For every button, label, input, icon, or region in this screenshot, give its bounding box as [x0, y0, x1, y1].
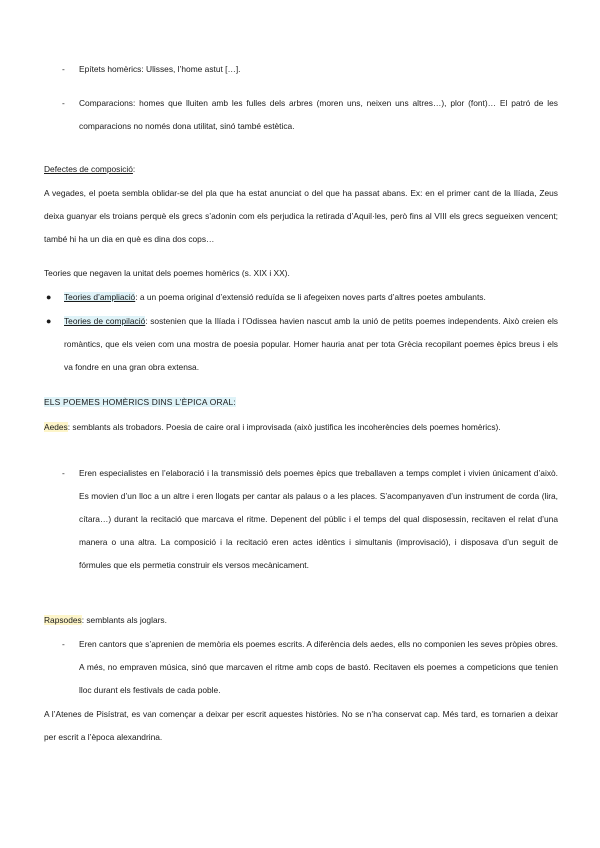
defectes-heading	[44, 158, 558, 181]
bullet-marker: ●	[46, 316, 52, 326]
defectes-paragraph: A vegades, el poeta sembla oblidar-se del pla que ha estat anunciat o del que ha passat abans. Ex: en el primer cant de la Ilíada, Zeus deixa guanyar els troians perquè els grecs s’adonin com els perjudica la retirada d’Aquil·les, però fins al VIII els grecs segueixen vencent; també hi ha un dia en què es dina dos cops…	[44, 188, 558, 244]
aedes-text: : semblants als trobadors. Poesia de caire oral i improvisada (això justifica les incoherències dels poemes homèrics).	[67, 422, 501, 432]
atenes-paragraph: A l’Atenes de Pisístrat, es van començar a deixar per escrit aquestes històries. No se n’ha conservat cap. Més tard, es tornarien a deixar per escrit a l’època alexandrina.	[44, 709, 558, 742]
dash-marker: -	[62, 64, 65, 74]
teoria-ampliacio-text: : a un poema original d’extensió reduïda se li afegeixen noves parts d’altres poetes ambulants.	[135, 292, 486, 302]
section-heading	[44, 391, 558, 414]
teoria-ampliacio-term: Teories d’ampliació	[64, 292, 136, 302]
teoria-compilacio-text: : sostenien que la Ilíada i l’Odissea havien nascut amb la unió de petits poemes independents. Això creien els romàntics, que els veien com una mostra de poesia popular. Homer hauria anat per tota Grècia recopilant poemes èpics breus i els va fondre en una gran obra extensa.	[64, 316, 558, 372]
teoria-compilacio-term: Teories de compilació	[64, 316, 146, 326]
aedes-item: Eren especialistes en l’elaboració i la transmissió dels poemes èpics que treballaven a temps complet i vivien únicament d’això. Es movien d’un lloc a un altre i eren llogats per cantar als palaus o a les places. S’acompanyaven d’un instrument de corda (lira, cítara…) durant la recitació que marcava el ritme. Depenent del públic i el temps del qual disposessin, recitaven el relat d’una manera o una altra. La composició i la recitació eren actes idèntics i simultanis (improvisació), i disposava d’un seguit de fórmules que els permetia construir els versos mecànicament.	[79, 468, 558, 570]
list-item-comparacions: Comparacions: homes que lluiten amb les fulles dels arbres (moren uns, neixen uns altres…), plor (font)… El patró de les comparacions no només dona utilitat, sinó també estètica.	[79, 98, 558, 131]
teoria-ampliacio	[64, 286, 558, 309]
defectes-heading-text: Defectes de composició	[44, 164, 133, 174]
defectes-heading-colon: :	[132, 164, 136, 174]
teoria-compilacio	[64, 310, 558, 379]
dash-marker: -	[62, 639, 65, 649]
aedes-paragraph	[44, 416, 558, 439]
teories-intro: Teories que negaven la unitat dels poemes homèrics (s. XIX i XX).	[44, 268, 290, 278]
rapsodes-text: : semblants als joglars.	[81, 615, 167, 625]
rapsodes-paragraph	[44, 609, 558, 632]
dash-marker: -	[62, 468, 65, 478]
rapsodes-term: Rapsodes	[44, 615, 82, 625]
dash-marker: -	[62, 98, 65, 108]
list-item-epitets: Epítets homèrics: Ulisses, l’home astut […].	[79, 64, 241, 74]
aedes-term: Aedes	[44, 422, 68, 432]
rapsodes-item: Eren cantors que s’aprenien de memòria els poemes escrits. A diferència dels aedes, ells no componien les seves pròpies obres. A més, no empraven música, sinó que marcaven el ritme amb cops de bastó. Recitaven els poemes a competicions que tenien lloc durant els festivals de cada poble.	[79, 639, 558, 695]
section-heading-text: ELS POEMES HOMÈRICS DINS L’ÈPICA ORAL:	[44, 397, 236, 407]
bullet-marker: ●	[46, 292, 52, 302]
